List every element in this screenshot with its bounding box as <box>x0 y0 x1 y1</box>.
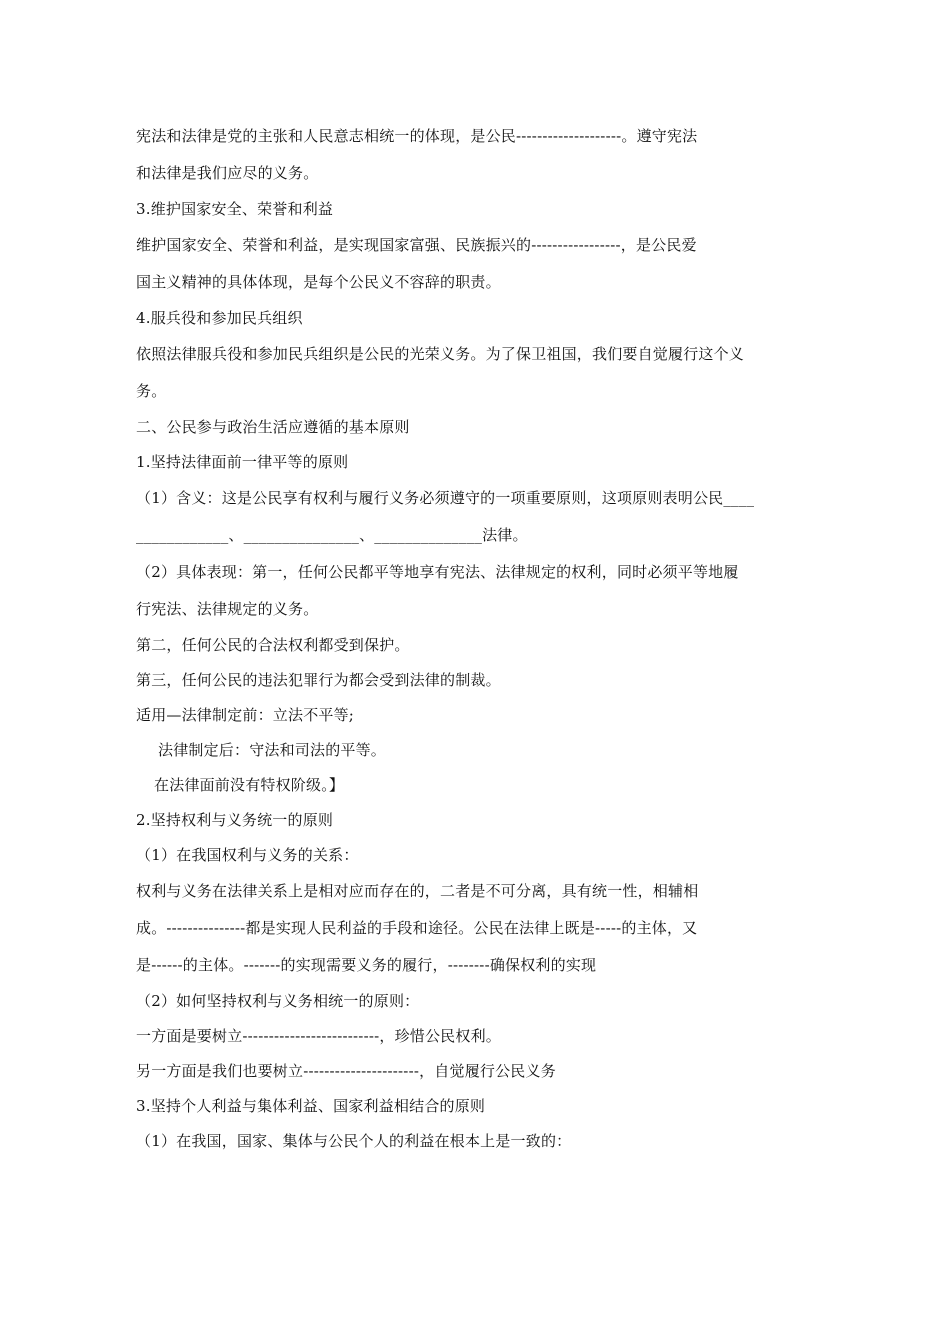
section-heading: 二、公民参与政治生活应遵循的基本原则 <box>136 418 410 436</box>
paragraph-line: 务。 <box>136 382 167 400</box>
section-heading: 2.坚持权利与义务统一的原则 <box>136 811 334 829</box>
paragraph-line: 依照法律服兵役和参加民兵组织是公民的光荣义务。为了保卫祖国，我们要自觉履行这个义 <box>136 345 745 363</box>
paragraph-line: 第三，任何公民的违法犯罪行为都会受到法律的制裁。 <box>136 671 501 689</box>
document-body <box>136 118 820 1159</box>
paragraph-line: 维护国家安全、荣誉和利益，是实现国家富强、民族振兴的-----------------，是公民爱 <box>136 236 697 254</box>
fill-blank-line: ____________、_______________、______________法律。 <box>136 526 528 544</box>
paragraph-line: 法律制定后：守法和司法的平等。 <box>158 741 387 759</box>
paragraph-line: 在法律面前没有特权阶级。】 <box>154 776 345 794</box>
section-heading: 3.坚持个人利益与集体利益、国家利益相结合的原则 <box>136 1097 486 1115</box>
paragraph-line: 一方面是要树立--------------------------，珍惜公民权利。 <box>136 1027 501 1045</box>
section-heading: 1.坚持法律面前一律平等的原则 <box>136 453 349 471</box>
paragraph-line: 第二，任何公民的合法权利都受到保护。 <box>136 636 410 654</box>
paragraph-line: 行宪法、法律规定的义务。 <box>136 600 319 618</box>
paragraph-line: （1）含义：这是公民享有权利与履行义务必须遵守的一项重要原则，这项原则表明公民____ <box>136 489 755 507</box>
paragraph-line: 另一方面是我们也要树立----------------------，自觉履行公民义务 <box>136 1062 556 1080</box>
paragraph-line: （2）具体表现：第一，任何公民都平等地享有宪法、法律规定的权利，同时必须平等地履 <box>136 563 739 581</box>
paragraph-line: 国主义精神的具体体现，是每个公民义不容辞的职责。 <box>136 273 501 291</box>
paragraph-line: 适用—法律制定前：立法不平等; <box>136 706 355 724</box>
paragraph-line: 权利与义务在法律关系上是相对应而存在的，二者是不可分离，具有统一性，相辅相 <box>136 882 699 900</box>
section-heading: （1）在我国权利与义务的关系： <box>136 846 359 864</box>
section-heading: 3.维护国家安全、荣誉和利益 <box>136 200 334 218</box>
paragraph-line: 是------的主体。-------的实现需要义务的履行，--------确保权利的实现 <box>136 956 597 974</box>
paragraph-line: 和法律是我们应尽的义务。 <box>136 164 319 182</box>
paragraph-line: 成。---------------都是实现人民利益的手段和途径。公民在法律上既是-----的主体，又 <box>136 919 698 937</box>
section-heading: （2）如何坚持权利与义务相统一的原则： <box>136 992 420 1010</box>
section-heading: 4.服兵役和参加民兵组织 <box>136 309 303 327</box>
paragraph-line: 宪法和法律是党的主张和人民意志相统一的体现，是公民--------------------。遵守宪法 <box>136 127 698 145</box>
section-heading: （1）在我国，国家、集体与公民个人的利益在根本上是一致的： <box>136 1132 572 1150</box>
